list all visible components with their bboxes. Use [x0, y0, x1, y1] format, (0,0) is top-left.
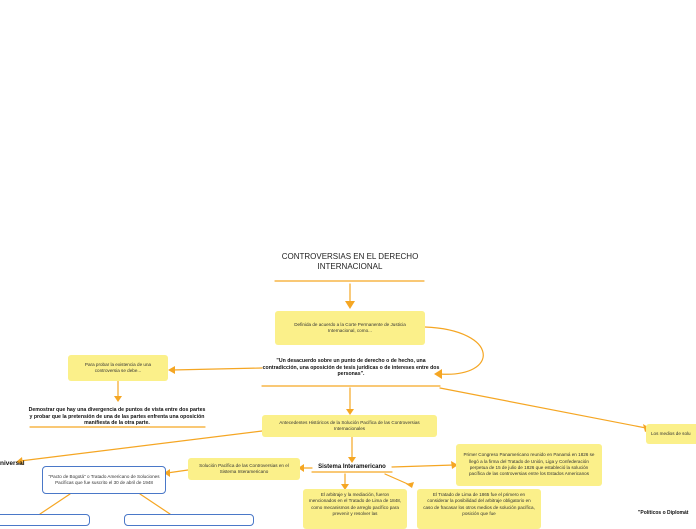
node-definida[interactable]: Definida de acuerdo a la Corte Permanente de Justicia Internacional, como... — [275, 311, 425, 345]
node-antecedentes[interactable]: Antecedentes Históricos de la Solución Pacífica de las Controversias Internacionales — [262, 415, 437, 437]
node-pacto-child-right[interactable] — [124, 514, 254, 526]
node-desacuerdo[interactable]: "Un desacuerdo sobre un punto de derecho o de hecho, una contradicción, una oposición de tesis jurídicas o de intereses entre dos personas". — [262, 358, 440, 378]
arrowhead-probar — [168, 366, 175, 374]
node-pacto-child-left[interactable] — [0, 514, 90, 526]
connector-antecedentes-universal — [20, 431, 262, 461]
node-politicos[interactable]: "Políticos o Diplomát — [638, 510, 689, 516]
node-demostrar[interactable]: Demostrar que hay una divergencia de puntos de vista entre dos partes y probar que la pretensión de una de las partes enfrenta una oposición manifiesta de la otra parte. — [28, 407, 206, 427]
connector-desacuerdo-probar — [172, 368, 262, 370]
connector-pacto-left — [40, 494, 70, 514]
connector-desacuerdo-medios — [440, 388, 646, 428]
node-sistema-interamericano[interactable]: Sistema Interamericano — [318, 464, 386, 470]
node-probar[interactable]: Para probar la existencia de una controversia se debe... — [68, 355, 168, 381]
node-arbitraje[interactable]: El arbitraje y la mediación, fueron mencionados en el Tratado de Lima de 1848, como mecanismos de arreglo pacífico para prevenir y resolver las — [303, 489, 407, 529]
connector-sistema-congreso — [392, 465, 454, 467]
node-universal[interactable]: niversal — [0, 460, 25, 467]
connector-sistema-lima — [385, 474, 410, 485]
node-pacto-bogota[interactable]: "Pacto de Bogotá" o Tratado Americano de Soluciones Pacíficas que fue suscrito el 30 de abril de 1948 — [42, 466, 166, 494]
connector-solucion-pacto — [167, 470, 188, 473]
diagram-title[interactable]: CONTROVERSIAS EN EL DERECHO INTERNACIONAL — [281, 252, 419, 271]
node-primer-congreso[interactable]: Primer Congreso Panamericano reunido en Panamá en 1826 se llegó a la firma del Tratado de Unión, Liga y Confederación perpetua de 15 de julio de 1826 que estableció la solución pacífica de las controversias entre los Estados Americanos — [456, 444, 602, 486]
arrowhead-lima — [406, 482, 414, 488]
node-tratado-lima[interactable]: El Tratado de Lima de 1865 fue el primero en considerar la posibilidad del arbitraje obligatorio en caso de fracasar los otros medios de solución pacífica, posición que fue — [417, 489, 541, 529]
arrowhead-definida — [345, 301, 355, 309]
arrowhead-demostrar — [114, 396, 122, 402]
node-solucion-sistema[interactable]: Solución Pacífica de las Controversias en el Sistema Interamericano — [188, 458, 300, 480]
node-medios[interactable]: Los medios de solu — [646, 424, 696, 444]
connector-pacto-right — [140, 494, 170, 514]
